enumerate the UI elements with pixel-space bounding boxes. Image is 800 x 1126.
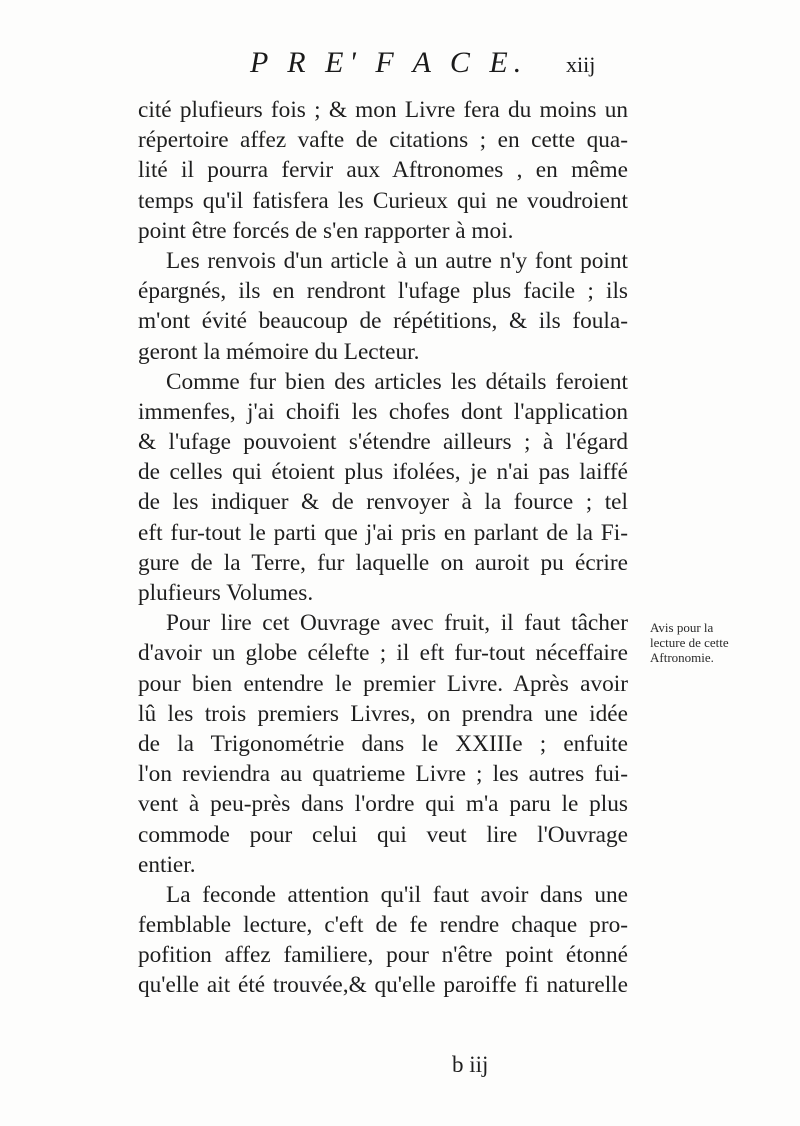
text-line: m'ont évité beaucoup de répétitions, & ils foula-	[138, 308, 628, 335]
text-line: de la Trigonométrie dans le XXIIIe ; enfuite	[138, 730, 628, 757]
text-line: lû les trois premiers Livres, on prendra une idée	[138, 700, 628, 727]
text-line: répertoire affez vafte de citations ; en cette qua-	[138, 127, 628, 154]
text-line: Comme fur bien des articles les détails feroient	[166, 368, 628, 395]
text-line: & l'ufage pouvoient s'étendre ailleurs ; à l'égard	[138, 429, 628, 456]
text-line: gure de la Terre, fur laquelle on auroit pu écrire	[138, 549, 628, 576]
text-line: point être forcés de s'en rapporter à moi.	[138, 217, 514, 244]
text-line: vent à peu-près dans l'ordre qui m'a paru le plus	[138, 791, 628, 818]
text-line: entier.	[138, 851, 196, 878]
page-header	[0, 46, 800, 86]
text-line: temps qu'il fatisfera les Curieux qui ne voudroient	[138, 187, 628, 214]
text-line: eft fur-tout le parti que j'ai pris en parlant de la Fi-	[138, 519, 628, 546]
text-line: lité il pourra fervir aux Aftronomes , en même	[138, 157, 628, 184]
signature-mark: b iij	[452, 1052, 489, 1077]
margin-note-line: Avis pour la	[650, 620, 714, 635]
text-line: Les renvois d'un article à un autre n'y font point	[166, 247, 628, 274]
margin-note	[650, 620, 798, 665]
text-line: épargnés, ils en rendront l'ufage plus facile ; ils	[138, 278, 628, 305]
text-line: immenfes, j'ai choifi les chofes dont l'application	[138, 398, 628, 425]
text-line: femblable lecture, c'eft de fe rendre chaque pro-	[138, 912, 628, 939]
text-line: pour bien entendre le premier Livre. Après avoir	[138, 670, 628, 697]
text-line: cité plufieurs fois ; & mon Livre fera du moins un	[138, 97, 628, 123]
text-line: d'avoir un globe célefte ; il eft fur-tout néceffaire	[138, 640, 628, 667]
text-line: commode pour celui qui veut lire l'Ouvrage	[138, 821, 628, 848]
page-number: xiij	[566, 52, 596, 77]
text-line: de les indiquer & de renvoyer à la fource ; tel	[138, 489, 628, 516]
text-line: pofition affez familiere, pour n'être point étonné	[138, 942, 628, 969]
text-line: qu'elle ait été trouvée,& qu'elle paroiffe fi naturelle	[138, 972, 628, 999]
text-line: l'on reviendra au quatrieme Livre ; les autres fui-	[138, 761, 628, 788]
body-text	[138, 95, 628, 1001]
text-line: La feconde attention qu'il faut avoir dans une	[166, 881, 628, 908]
margin-note-line: lecture de cette	[650, 635, 729, 650]
text-line: Pour lire cet Ouvrage avec fruit, il faut tâcher	[166, 610, 628, 637]
text-line: plufieurs Volumes.	[138, 580, 314, 606]
running-title: P R E' F A C E.	[250, 46, 528, 79]
text-line: geront la mémoire du Lecteur.	[138, 338, 420, 365]
text-line: de celles qui étoient plus ifolées, je n'ai pas laiffé	[138, 459, 628, 486]
margin-note-line: Aftronomie.	[650, 650, 714, 665]
